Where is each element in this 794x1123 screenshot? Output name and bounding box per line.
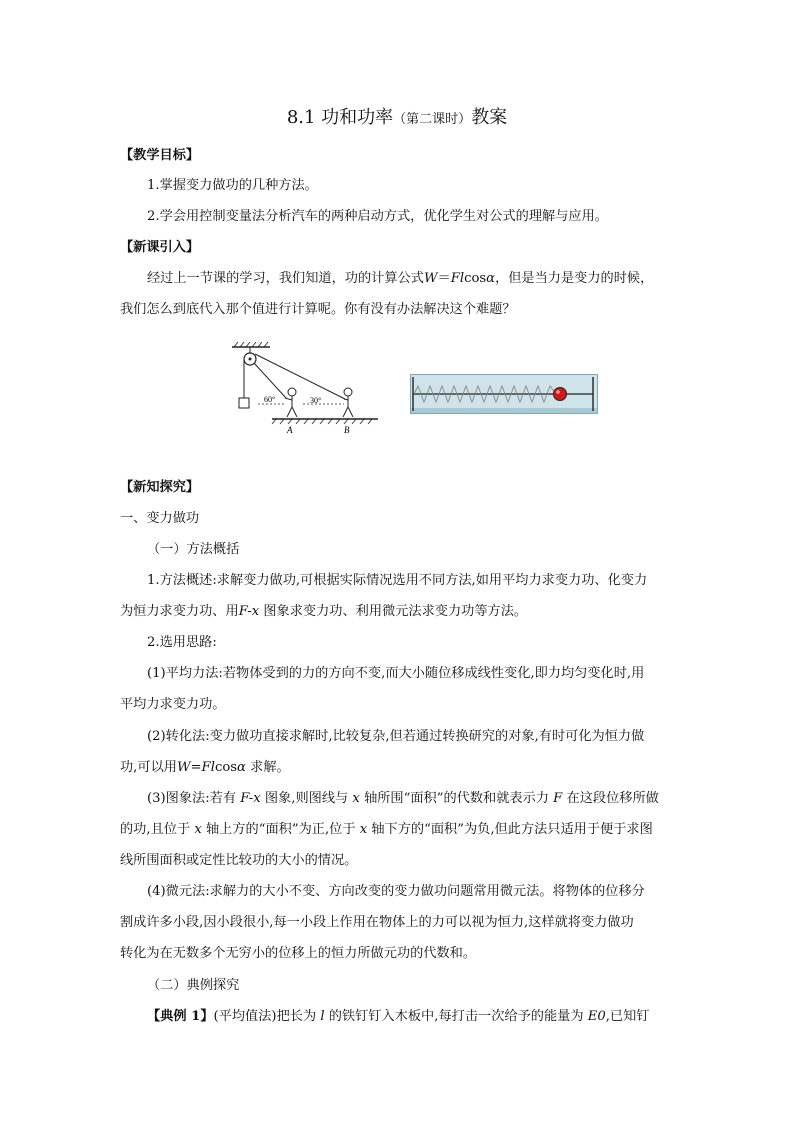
method-1-line1: (1)平均力法:若物体受到的力的方向不变,而大小随位移成线性变化,即力均匀变化时,用 [147,666,645,681]
subsection-heading: （一）方法概括 [147,542,240,557]
page-title: 8.1 功和功率（第二课时）教案 [286,107,508,128]
method-3-line1: (3)图象法:若有 F-x 图象,则图线与 x 轴所围“面积”的代数和就表示力 F 在这段位移所做 [147,791,659,806]
angle-b-label: 30° [310,396,322,405]
method-4-line3: 转化为在无数多个无穷小的位移上的恒力所做元功的代数和。 [120,946,477,961]
subsection-heading-examples: （二）典例探究 [147,978,240,993]
pulley-figure [228,341,380,435]
intro-heading: 【新课引入】 [120,240,200,255]
method-4-line1: (4)微元法:求解力的大小不变、方向改变的变力做功问题常用微元法。将物体的位移分 [147,884,645,899]
goal-item: 2.学会用控制变量法分析汽车的两种启动方式，优化学生对公式的理解与应用。 [147,209,608,224]
point-b-label: B [344,425,350,435]
method-overview-line2: 为恒力求变力功、用F-x 图象求变力功、利用微元法求变力功等方法。 [120,604,528,619]
section-heading: 一、变力做功 [120,511,200,526]
explore-heading: 【新知探究】 [120,480,200,495]
example-1: 【典例 1】(平均值法)把长为 l 的铁钉钉入木板中,每打击一次给予的能量为 E0,已知钉 [147,1009,650,1024]
point-a-label: A [287,425,293,435]
intro-paragraph: 经过上一节课的学习，我们知道，功的计算公式W＝Flcosα，但是当力是变力的时候， [147,271,654,286]
method-overview-line1: 1.方法概述:求解变力做功,可根据实际情况选用不同方法,如用平均力求变力功、化变力 [147,573,648,588]
goal-item: 1.掌握变力做功的几种方法。 [147,178,318,193]
intro-paragraph-line2: 我们怎么到底代入那个值进行计算呢。你有没有办法解决这个难题？ [120,302,516,317]
method-2-line1: (2)转化法:变力做功直接求解时,比较复杂,但若通过转换研究的对象,有时可化为恒力做 [147,729,645,744]
spring-figure [410,374,598,414]
method-2-line2: 功,可以用W=Flcosα 求解。 [120,760,290,775]
selection-heading: 2.选用思路: [147,635,217,650]
method-1-line2: 平均力求变力功。 [120,697,226,712]
goals-heading: 【教学目标】 [120,148,200,163]
method-4-line2: 割成许多小段,因小段很小,每一小段上作用在物体上的力可以视为恒力,这样就将变力做功 [120,915,634,930]
angle-a-label: 60° [264,395,276,404]
method-3-line2: 的功,且位于 x 轴上方的“面积”为正,位于 x 轴下方的“面积”为负,但此方法只适用于便于求图 [120,822,653,837]
method-3-line3: 线所围面积或定性比较功的大小的情况。 [120,853,358,868]
